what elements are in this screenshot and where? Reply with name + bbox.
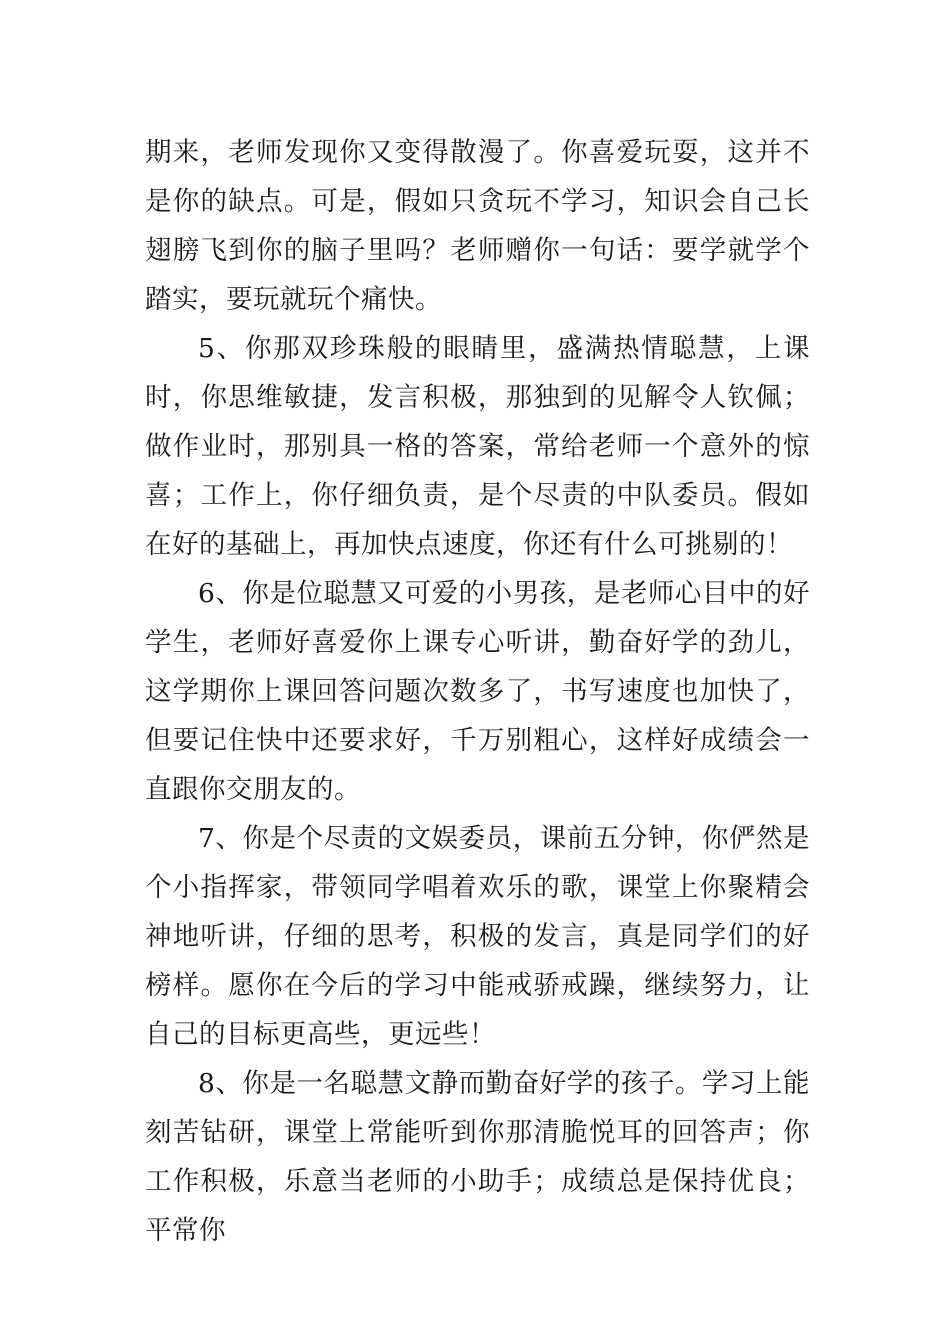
paragraph-comment-6: 6、你是位聪慧又可爱的小男孩，是老师心目中的好学生，老师好喜爱你上课专心听讲，勤奋好学的劲儿，这学期你上课回答问题次数多了，书写速度也加快了，但要记住快中还要求好，千万别粗心，这样好成绩会一直跟你交朋友的。: [145, 578, 810, 805]
paragraph-comment-8: 8、你是一名聪慧文静而勤奋好学的孩子。学习上能刻苦钻研，课堂上常能听到你那清脆悦耳的回答声；你工作积极，乐意当老师的小助手；成绩总是保持优良；平常你: [145, 1068, 810, 1246]
paragraph-comment-5: 5、你那双珍珠般的眼睛里，盛满热情聪慧，上课时，你思维敏捷，发言积极，那独到的见解令人钦佩；做作业时，那别具一格的答案，常给老师一个意外的惊喜；工作上，你仔细负责，是个尽责的中队委员。假如在好的基础上，再加快点速度，你还有什么可挑剔的！: [145, 333, 810, 560]
document-body: [145, 128, 810, 1255]
paragraph-comment-7: 7、你是个尽责的文娱委员，课前五分钟，你俨然是个小指挥家，带领同学唱着欢乐的歌，课堂上你聚精会神地听讲，仔细的思考，积极的发言，真是同学们的好榜样。愿你在今后的学习中能戒骄戒躁，继续努力，让自己的目标更高些，更远些！: [145, 823, 810, 1050]
paragraph-continued: 期来，老师发现你又变得散漫了。你喜爱玩耍，这并不是你的缺点。可是，假如只贪玩不学习，知识会自己长翅膀飞到你的脑子里吗？老师赠你一句话：要学就学个踏实，要玩就玩个痛快。: [145, 137, 810, 315]
